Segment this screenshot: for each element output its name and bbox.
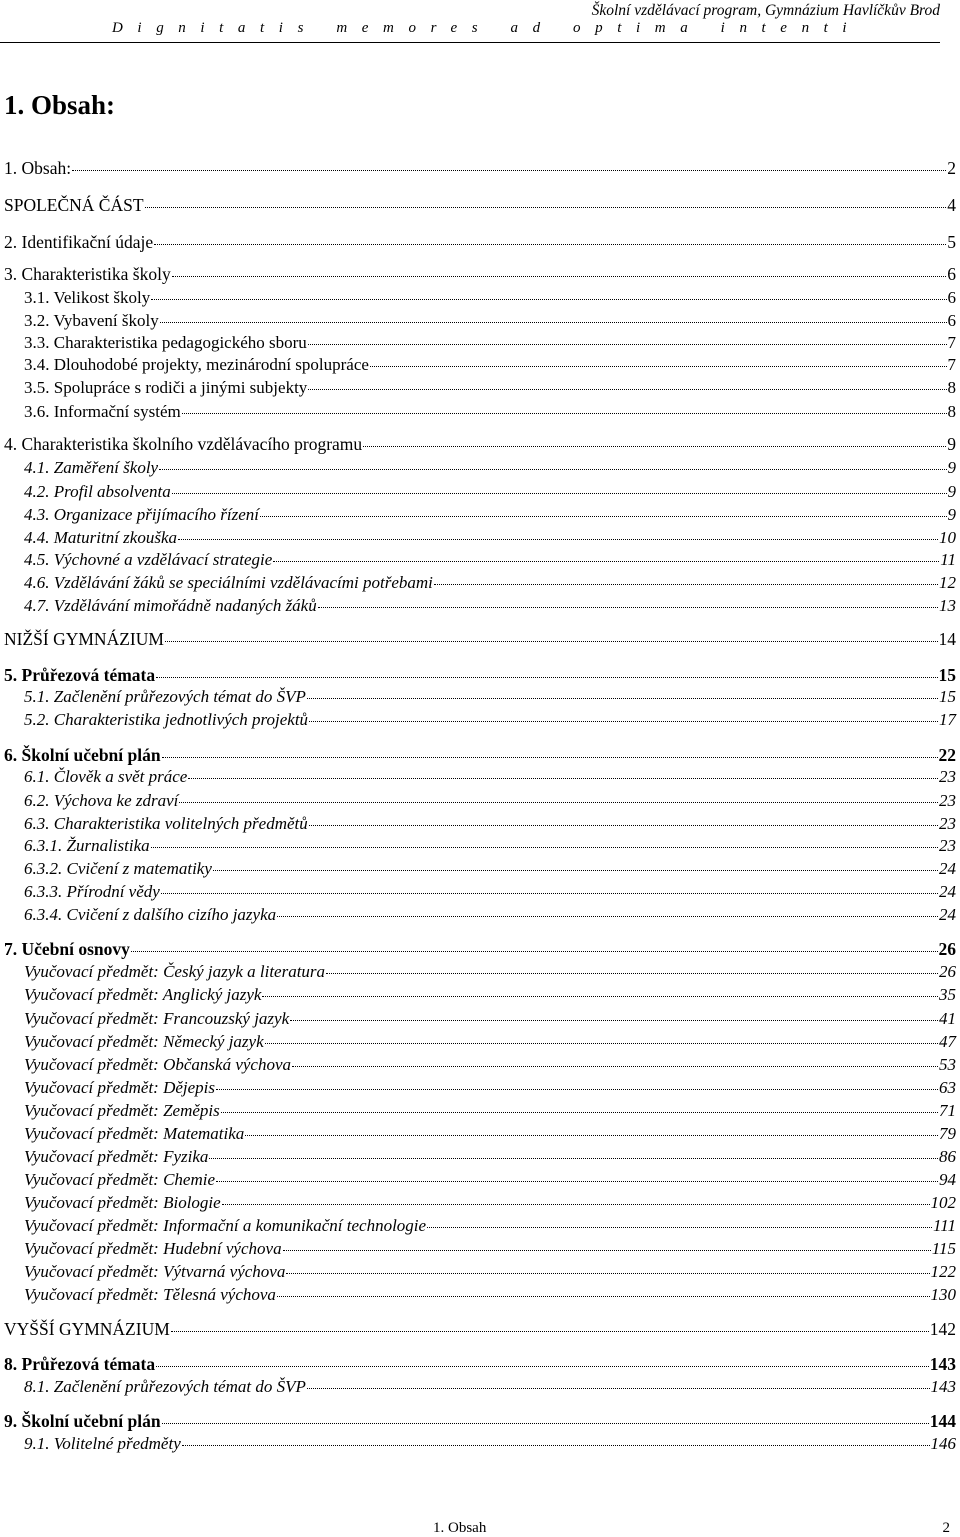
toc-entry-page: 23 <box>939 836 956 855</box>
header-school-name: Školní vzdělávací program, Gymnázium Havlíčkův Brod <box>591 2 940 19</box>
toc-leader <box>222 1204 930 1205</box>
toc-leader <box>156 1366 929 1367</box>
toc-entry-page: 26 <box>939 962 956 981</box>
toc-entry-page: 24 <box>939 859 956 878</box>
toc-entry-label: Vyučovací předmět: Občanská výchova <box>24 1055 292 1074</box>
toc-entry[interactable] <box>24 311 956 331</box>
toc-leader <box>209 1158 938 1159</box>
toc-leader <box>216 1089 938 1090</box>
toc-entry[interactable] <box>24 378 956 398</box>
toc-entry-label: Vyučovací předmět: Hudební výchova <box>24 1239 282 1258</box>
toc-leader <box>283 1250 931 1251</box>
toc-entry[interactable] <box>24 333 956 353</box>
toc-entry-label: VYŠŠÍ GYMNÁZIUM <box>4 1319 170 1339</box>
toc-leader <box>307 1388 930 1389</box>
toc-leader <box>427 1227 932 1228</box>
toc-leader <box>363 446 946 447</box>
toc-entry-page: 41 <box>939 1009 956 1028</box>
toc-entry[interactable] <box>24 482 956 502</box>
toc-leader <box>154 244 946 245</box>
toc-entry-label: Vyučovací předmět: Dějepis <box>24 1078 216 1097</box>
toc-entry[interactable] <box>24 1055 956 1075</box>
toc-entry-label: 4.2. Profil absolventa <box>24 482 171 501</box>
toc-entry-label: 4. Charakteristika školního vzdělávacího programu <box>4 434 363 454</box>
toc-entry-page: 8 <box>947 402 956 421</box>
toc-leader <box>309 721 938 722</box>
toc-leader <box>221 1112 938 1113</box>
toc-entry-page: 13 <box>939 596 956 615</box>
toc-entry-label: 8. Průřezová témata <box>4 1354 156 1374</box>
toc-entry[interactable] <box>24 1262 956 1282</box>
toc-entry-label: 4.4. Maturitní zkouška <box>24 528 177 547</box>
toc-entry-label: 4.3. Organizace přijímacího řízení <box>24 505 259 524</box>
footer-section-label: 1. Obsah <box>433 1520 487 1536</box>
toc-entry-page: 144 <box>929 1411 956 1431</box>
toc-entry-label: 1. Obsah: <box>4 158 72 178</box>
toc-entry-page: 79 <box>939 1124 956 1143</box>
toc-leader <box>172 276 947 277</box>
toc-entry[interactable] <box>24 1216 956 1236</box>
toc-leader <box>308 389 946 390</box>
toc-leader <box>292 1066 938 1067</box>
toc-entry[interactable] <box>24 550 956 570</box>
toc-leader <box>308 344 947 345</box>
toc-entry[interactable] <box>24 859 956 879</box>
toc-entry-label: Vyučovací předmět: Informační a komunikační technologie <box>24 1216 427 1235</box>
toc-leader <box>262 996 938 997</box>
toc-entry[interactable] <box>4 939 956 960</box>
toc-entry-page: 11 <box>940 550 956 569</box>
toc-leader <box>160 322 947 323</box>
toc-entry-page: 24 <box>939 905 956 924</box>
toc-entry-label: 4.5. Výchovné a vzdělávací strategie <box>24 550 273 569</box>
toc-leader <box>145 207 947 208</box>
toc-entry-label: 6. Školní učební plán <box>4 745 161 765</box>
toc-entry[interactable] <box>24 1147 956 1167</box>
toc-entry-page: 7 <box>947 333 956 352</box>
toc-entry-label: Vyučovací předmět: Anglický jazyk <box>24 985 262 1004</box>
toc-entry-label: Vyučovací předmět: Zeměpis <box>24 1101 220 1120</box>
toc-entry-page: 9 <box>947 434 956 454</box>
toc-entry[interactable] <box>24 1009 956 1029</box>
footer-page-number: 2 <box>942 1520 950 1536</box>
toc-entry-page: 5 <box>947 232 956 252</box>
toc-entry-label: 6.3.4. Cvičení z dalšího cizího jazyka <box>24 905 277 924</box>
toc-leader <box>162 1423 929 1424</box>
toc-entry-label: NIŽŠÍ GYMNÁZIUM <box>4 629 164 649</box>
toc-entry[interactable] <box>24 505 956 525</box>
toc-entry[interactable] <box>4 1411 956 1432</box>
toc-leader <box>172 493 947 494</box>
toc-entry[interactable] <box>24 402 956 422</box>
toc-entry[interactable] <box>24 288 956 308</box>
toc-entry-label: 3.3. Charakteristika pedagogického sboru <box>24 333 307 352</box>
toc-entry-label: 2. Identifikační údaje <box>4 232 154 252</box>
toc-entry-label: 5.2. Charakteristika jednotlivých projektů <box>24 710 309 729</box>
toc-leader <box>265 1043 938 1044</box>
toc-entry[interactable] <box>24 767 956 787</box>
toc-leader <box>182 413 947 414</box>
toc-entry-page: 23 <box>939 814 956 833</box>
toc-entry[interactable] <box>24 710 956 730</box>
toc-entry[interactable] <box>24 687 956 707</box>
toc-entry-page: 9 <box>947 505 956 524</box>
toc-entry[interactable] <box>4 264 956 285</box>
toc-leader <box>182 1445 930 1446</box>
toc-entry-page: 2 <box>947 158 956 178</box>
toc-leader <box>151 847 938 848</box>
toc-entry[interactable] <box>24 1032 956 1052</box>
toc-leader <box>273 561 939 562</box>
toc-entry-label: Vyučovací předmět: Matematika <box>24 1124 245 1143</box>
toc-entry-page: 111 <box>933 1216 956 1235</box>
toc-entry[interactable] <box>24 1377 956 1397</box>
toc-entry-page: 143 <box>929 1354 956 1374</box>
toc-leader <box>434 584 938 585</box>
toc-entry[interactable] <box>4 232 956 253</box>
toc-leader <box>188 778 938 779</box>
toc-entry-label: 9. Školní učební plán <box>4 1411 161 1431</box>
toc-entry[interactable] <box>24 528 956 548</box>
header-rule <box>0 42 940 43</box>
toc-entry-page: 23 <box>939 767 956 786</box>
toc-entry[interactable] <box>24 962 956 982</box>
toc-entry[interactable] <box>4 1354 956 1375</box>
toc-leader <box>159 469 946 470</box>
toc-leader <box>171 1331 929 1332</box>
toc-entry-label: 4.7. Vzdělávání mimořádně nadaných žáků <box>24 596 317 615</box>
toc-leader <box>260 516 947 517</box>
toc-leader <box>213 870 938 871</box>
toc-entry[interactable] <box>24 814 956 834</box>
toc-leader <box>72 170 946 171</box>
toc-entry-page: 9 <box>947 458 956 477</box>
toc-entry-page: 47 <box>939 1032 956 1051</box>
toc-entry-label: 8.1. Začlenění průřezových témat do ŠVP <box>24 1377 306 1396</box>
toc-entry-label: 5.1. Začlenění průřezových témat do ŠVP <box>24 687 306 706</box>
toc-entry-page: 12 <box>939 573 956 592</box>
toc-entry-label: 6.2. Výchova ke zdraví <box>24 791 179 810</box>
toc-leader <box>307 698 938 699</box>
toc-entry[interactable] <box>4 629 956 650</box>
toc-entry[interactable] <box>4 665 956 686</box>
toc-leader <box>151 299 946 300</box>
toc-entry-label: 3.2. Vybavení školy <box>24 311 159 330</box>
toc-leader <box>245 1135 938 1136</box>
toc-entry-label: 6.3.1. Žurnalistika <box>24 836 150 855</box>
toc-entry[interactable] <box>24 1193 956 1213</box>
toc-entry-label: 3.6. Informační systém <box>24 402 181 421</box>
toc-entry-label: 3.5. Spolupráce s rodiči a jinými subjekty <box>24 378 308 397</box>
toc-entry-page: 53 <box>939 1055 956 1074</box>
toc-entry-page: 24 <box>939 882 956 901</box>
toc-leader <box>286 1273 929 1274</box>
toc-entry-label: Vyučovací předmět: Výtvarná výchova <box>24 1262 286 1281</box>
toc-leader <box>290 1020 938 1021</box>
toc-leader <box>326 973 938 974</box>
toc-leader <box>162 757 938 758</box>
toc-entry-page: 23 <box>939 791 956 810</box>
toc-entry-page: 15 <box>939 687 956 706</box>
toc-entry-page: 102 <box>930 1193 956 1212</box>
toc-entry-page: 14 <box>938 629 956 649</box>
toc-entry-page: 143 <box>930 1377 956 1396</box>
toc-entry[interactable] <box>24 1101 956 1121</box>
toc-entry-page: 17 <box>939 710 956 729</box>
toc-entry-page: 35 <box>939 985 956 1004</box>
toc-entry[interactable] <box>24 573 956 593</box>
toc-entry-page: 71 <box>939 1101 956 1120</box>
toc-entry[interactable] <box>24 1285 956 1305</box>
toc-entry-label: 4.6. Vzdělávání žáků se speciálními vzdělávacími potřebami <box>24 573 433 592</box>
toc-entry-label: 7. Učební osnovy <box>4 939 130 959</box>
toc-entry-label: Vyučovací předmět: Francouzský jazyk <box>24 1009 290 1028</box>
toc-leader <box>277 1296 930 1297</box>
toc-leader <box>277 916 938 917</box>
toc-entry-label: 3. Charakteristika školy <box>4 264 171 284</box>
toc-leader <box>179 802 938 803</box>
toc-entry-page: 6 <box>947 264 956 284</box>
toc-entry[interactable] <box>4 434 956 455</box>
toc-entry-page: 94 <box>939 1170 956 1189</box>
toc-entry-page: 63 <box>939 1078 956 1097</box>
toc-entry-page: 6 <box>947 311 956 330</box>
toc-entry[interactable] <box>24 1434 956 1454</box>
toc-entry-label: 6.3.2. Cvičení z matematiky <box>24 859 212 878</box>
header-motto: Dignitatis memores ad optima intenti <box>112 20 862 36</box>
toc-entry[interactable] <box>24 836 956 856</box>
toc-entry-label: Vyučovací předmět: Chemie <box>24 1170 216 1189</box>
toc-entry-label: 5. Průřezová témata <box>4 665 156 685</box>
toc-entry-page: 6 <box>947 288 956 307</box>
toc-entry[interactable] <box>24 882 956 902</box>
toc-entry-label: 6.1. Člověk a svět práce <box>24 767 188 786</box>
toc-entry-label: 3.4. Dlouhodobé projekty, mezinárodní spolupráce <box>24 355 369 374</box>
toc-leader <box>131 951 938 952</box>
toc-entry-label: Vyučovací předmět: Český jazyk a literatura <box>24 962 326 981</box>
toc-entry-page: 22 <box>938 745 956 765</box>
toc-entry-label: Vyučovací předmět: Německý jazyk <box>24 1032 264 1051</box>
toc-entry[interactable] <box>24 1239 956 1259</box>
toc-entry-label: 6.3. Charakteristika volitelných předmětů <box>24 814 308 833</box>
toc-entry-label: 9.1. Volitelné předměty <box>24 1434 181 1453</box>
toc-entry-page: 15 <box>938 665 956 685</box>
toc-entry-page: 142 <box>929 1319 956 1339</box>
toc-entry-page: 130 <box>930 1285 956 1304</box>
toc-entry-page: 146 <box>930 1434 956 1453</box>
toc-entry[interactable] <box>24 1078 956 1098</box>
toc-leader <box>370 366 947 367</box>
toc-entry-label: SPOLEČNÁ ČÁST <box>4 195 144 215</box>
toc-entry[interactable] <box>4 158 956 179</box>
toc-leader <box>165 641 938 642</box>
toc-entry-label: 4.1. Zaměření školy <box>24 458 159 477</box>
toc-leader <box>318 607 938 608</box>
toc-entry-page: 9 <box>947 482 956 501</box>
toc-entry[interactable] <box>24 355 956 375</box>
toc-leader <box>161 893 938 894</box>
toc-entry[interactable] <box>4 745 956 766</box>
toc-entry-label: Vyučovací předmět: Fyzika <box>24 1147 209 1166</box>
toc-entry[interactable] <box>24 985 956 1005</box>
page-title: 1. Obsah: <box>4 90 116 120</box>
toc-entry[interactable] <box>24 791 956 811</box>
toc-entry-label: Vyučovací předmět: Biologie <box>24 1193 221 1212</box>
toc-entry[interactable] <box>4 195 956 216</box>
toc-entry-page: 86 <box>939 1147 956 1166</box>
toc-leader <box>178 539 938 540</box>
toc-leader <box>309 825 938 826</box>
toc-entry-page: 7 <box>947 355 956 374</box>
toc-entry-page: 122 <box>930 1262 956 1281</box>
toc-entry[interactable] <box>24 1170 956 1190</box>
toc-entry-page: 26 <box>938 939 956 959</box>
toc-entry[interactable] <box>24 905 956 925</box>
toc-entry[interactable] <box>24 1124 956 1144</box>
toc-entry-page: 4 <box>947 195 956 215</box>
toc-entry[interactable] <box>24 458 956 478</box>
toc-entry[interactable] <box>4 1319 956 1340</box>
toc-entry-page: 115 <box>931 1239 956 1258</box>
toc-entry-label: 6.3.3. Přírodní vědy <box>24 882 160 901</box>
toc-entry-page: 10 <box>939 528 956 547</box>
toc-entry-label: Vyučovací předmět: Tělesná výchova <box>24 1285 276 1304</box>
toc-entry[interactable] <box>24 596 956 616</box>
toc-entry-page: 8 <box>947 378 956 397</box>
toc-leader <box>216 1181 938 1182</box>
toc-entry-label: 3.1. Velikost školy <box>24 288 151 307</box>
toc-leader <box>156 677 937 678</box>
